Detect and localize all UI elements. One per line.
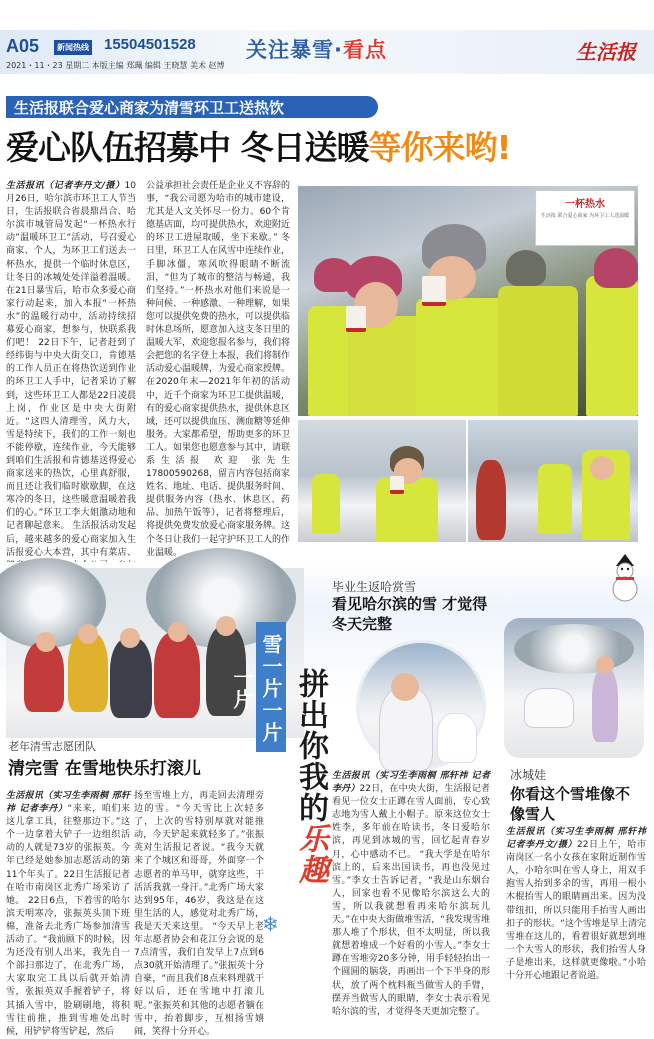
worker-vest	[416, 298, 506, 416]
story2-kicker: 老年清雪志愿团队	[8, 740, 96, 753]
drink-cup	[390, 476, 404, 494]
story1-headline-main: 爱心队伍招募中 冬日送暖	[6, 128, 369, 167]
hotline-number: 15504501528	[104, 36, 196, 53]
section-title	[246, 34, 387, 64]
story2-column-1	[6, 790, 130, 1037]
snowman-figure	[524, 688, 574, 728]
volunteer-figure	[154, 632, 200, 718]
story3-column	[332, 770, 490, 1018]
story2-column-2	[134, 790, 264, 1037]
volunteer-figure	[24, 642, 64, 712]
volunteer-figure	[110, 638, 152, 718]
worker-face	[590, 456, 614, 480]
worker-hat	[594, 248, 638, 288]
worker-vest	[538, 464, 572, 534]
photo-child-snowman	[504, 618, 644, 758]
worker-vest	[312, 474, 340, 534]
vertical-slogan-accent: 乐趣	[293, 823, 328, 885]
story1-headline-accent: 等你来哟!	[368, 128, 511, 167]
story1-text-1: 10月26日，哈尔滨市环卫工人节当日，生活报联合省晨鼎昌合、哈尔滨市城管局发起“一杯热水行动”温暖环卫工“活动，号召爱心商家、个人，为环卫工们送去一杯热水，提供一个临时休息区，让冬日的冰城处处洋溢着温暖。在21日暴雪后，哈市众多爱心商家行动起来，加入本报“一杯热水”的温暖行动中，活动持续招募爱心商家，想参与，快联系我们吧！ 22日下午，记者赶到了经纬街与中央大街交口，肯德基的工作人员正在将热饮送到作业的环卫工人手中，记者采访了解到，这些环卫工人都是22日凌晨上岗，作业区是中央大街附近。“这四人清理雪，风力大，雪是特续下，我们的工作一刻也不能停歇，连续作业，今天能够到咱们生活报和肯德基送得爱心商家送来的热饮，心里真舒服，而且还让我们临时歇歇脚，在这寒冷的冬日，这些暖意温暖着我们的心。”环卫工李大姐激动地和记者聊起意来。 生活报活动发起后，越来越多的爱心商家加入生活报爱心大本营，其中有菜店、	[6, 181, 136, 558]
story2-text-1: “来来，咱们来这儿拿工具，往整那边下。”这个一边拿着大铲子一边组织活动的人就是73岁的张振英。今年已经是她参加志愿活动的第11个年头了。22日生活报记者在哈市南岗区北秀广场采访了她。 22日6点，下着雪的哈尔滨天明寒冷，张振英头顶下班棉，准备去北秀广场参加清雪活动了。“我前顾下的时候，因为还没有别人出来，我先自一个部扫那边了，在北秀广场，大家取完工具以后就开始清雪，张振英双手握着铲子，将其插入雪中，脸刷刷地，将积雪往前推，推到雪堆处出时候，用铲铲将雪铲起，然后	[6, 804, 130, 1037]
section-title-main: 关注暴雪·	[246, 38, 343, 62]
vertical-banner: 雪一片一片一片	[256, 622, 286, 752]
poster-subtitle: 生活报 联合爱心商家 为环卫工人送温暖	[540, 213, 630, 219]
drink-cup	[346, 306, 366, 332]
page-header	[0, 0, 654, 78]
story2-byline: 生活报讯（实习生李雨桐 邢轩祎 记者李丹）	[6, 791, 130, 815]
story3-text: 22日，在中央大街，生活报记者看见一位女士正蹲在雪人面前，专心致志地为雪人戴上小帽子。原来这位女士姓李，多年前在哈读书，冬日爱哈尔滨，再见到冰城的雪，回忆起青春岁月，心中感动不已。 “我大学是在哈尔滨上的，后来出国读书，再也没见过雪。”李女士告诉记者，“我是山东烟台人，回家也看不见像哈尔滨这么大的雪，所以我就想看再来哈尔滨玩儿天。”在中央大街做堆雪活，“我发现雪堆那人堆了个形状，但不太明显，所以我就想着堆成一个好看的小雪人。”李女士蹲在雪堆旁20多分钟，用手轻轻抬出一个圆圆的脑袋，再画出一个下半身的形状，放了两个枕料瓶当做雪人的手臂，摆弄当做雪人的眼睛，李女士表示看见哈尔滨的雪，才觉得冬天更加完整了。	[332, 784, 490, 1017]
issue-meta: 2021・11・23 星期二 本版主编 郑珮 编辑 王晓慧 美术 赵博	[6, 61, 225, 70]
worker-hat	[506, 250, 546, 286]
page-number: A05	[6, 36, 40, 56]
volunteer-face	[216, 616, 236, 636]
story1-kicker: 生活报联合爱心商家为清雪环卫工送热饮	[6, 96, 378, 118]
story3-headline: 看见哈尔滨的雪 才觉得冬天完整	[332, 595, 488, 633]
photo-workers-group	[468, 420, 638, 542]
story4-headline: 你看这个雪堆像不像雪人	[510, 785, 631, 823]
story1-text-2: 公益承担社会责任是企业义不容辞的事，“我公司愿为哈市的城市建设，尤其是人文关怀尽一份力。60个肯德基店面，均可提供热水，欢迎附近的环卫工进屋取暖，坐下来歇。” 冬日里，环卫工人在风雪中连续作业，手脚冰僵，寒风吹得眼睛不断流泪，“但为了城市的整洁与畅通，我们坚持。”一杯热水对他们来说是一种问候、一种感激、一种理解，如果您可以提供免费的热水，可以提供临时休息场所，愿意加入这支冬日里的温暖大军，欢迎您报名参与，我们将会把您的名字登上本报，我们将制作活动爱心温暖牌，为爱心商家授牌。 在2020年末—2021年年初的活动中，近千个商家为环卫工提供温暖，有的爱心商家提供热水，提供休息区域，还可以提供血压、测血糖等延伸服务。大家都希望，帮助更多的环卫工人。如果您也愿意参与其中，请联系生活报 欢迎 张先生 17800590268，留言内容包括商家姓名、地址、电话、提供服务时间、提供服务内容（热水、休息区、药品、加热午饭等），记者将整理后，将提供免费发放爱心商家服务牌。这个冬日让我们一起守护环卫工人的作业温暖。	[146, 181, 291, 558]
story2-headline: 清完雪 在雪地快乐打滚儿	[8, 759, 201, 779]
volunteer-face	[168, 622, 188, 642]
woman-face	[391, 673, 419, 701]
story3-byline: 生活报讯（实习生李雨桐 邢轩祎 记者李丹）	[332, 771, 490, 795]
hotline-tag: 新闻热线	[54, 40, 92, 55]
snowman-icon	[608, 554, 642, 602]
poster-title: 一杯热水	[565, 199, 605, 210]
child-face	[596, 656, 614, 674]
worker-vest	[586, 276, 638, 416]
volunteer-face	[78, 624, 98, 644]
volunteer-face	[120, 628, 140, 648]
worker-vest	[498, 286, 578, 416]
volunteer-figure	[68, 632, 108, 712]
story1-column-1	[6, 180, 136, 558]
vertical-slogan-main: 拼出你我的	[293, 668, 328, 823]
story1-byline: 生活报讯（记者李丹文/摄）	[6, 181, 125, 191]
story4-text: 22日上午，哈市南岗区一名小女孩在家附近制作雪人，小哈尔叫在雪人身上，用双手抱雪人抬到多余的雪，再用一根小木棍抬雪人的眼睛画出来。因为没带纽扣，所以只能用手抬雪人画出扣子的形状。“这个雪堆是早上清完雪堆在这儿的，看着很好就想到堆一个大雪人的形状，我们抬雪人身子是堆出来，这样就更像啦。”小哈十分开心地跟记者说道。	[506, 840, 647, 982]
story4-byline: 生活报讯（实习生李雨桐 邢轩祎 记者李丹文/摄）	[506, 827, 646, 851]
child-figure	[592, 668, 618, 742]
vertical-slogan	[288, 668, 332, 898]
story1-headline	[6, 122, 511, 169]
drink-cup	[422, 276, 446, 306]
snowman-figure	[437, 713, 477, 763]
worker-vest	[376, 478, 438, 542]
photo-worker-street	[298, 420, 466, 542]
person-figure	[476, 460, 506, 540]
story3-kicker: 毕业生返哈赏雪	[332, 580, 417, 594]
event-poster	[535, 190, 635, 246]
snowflake-icon: ❄	[262, 912, 279, 936]
story4-kicker: 冰城娃	[510, 768, 547, 782]
story1-column-2	[146, 180, 290, 558]
volunteer-face	[36, 632, 56, 652]
photo-woman-snowman	[356, 640, 486, 770]
paper-logo: 生活报	[576, 40, 636, 64]
story4-column	[506, 826, 646, 1018]
section-title-accent: 看点	[342, 38, 387, 62]
snowy-tree	[514, 624, 634, 674]
story2-text-2: 扬至雪堆上方，再走回去清理旁边的雪。“今天雪比上次轻多了，上次的雪特别厚就对能推动，今天铲起来就轻多了。”张振英对生活报记者说。“我今天就来了个城区和哥哥，外面穿一个志愿者的单马甲，就穿这些，干活活我就一身汗。”北秀广场大家达到95年，46岁，我这是在这里生活的人，感觉对北秀广场，我是天天来这里。 “今天早上老年志愿者协会和花江分会说的是7点清雪，我们自发早上7点到6点30就开始清理了。”张振英十分自豪，“而且我们8点来料理就干好以后，还在雪地中打滚儿呢。”张振英和其他的志愿者躺在雪中，抬着脚步，互相扬雪嬉闹，笑得十分开心。	[134, 791, 264, 1037]
